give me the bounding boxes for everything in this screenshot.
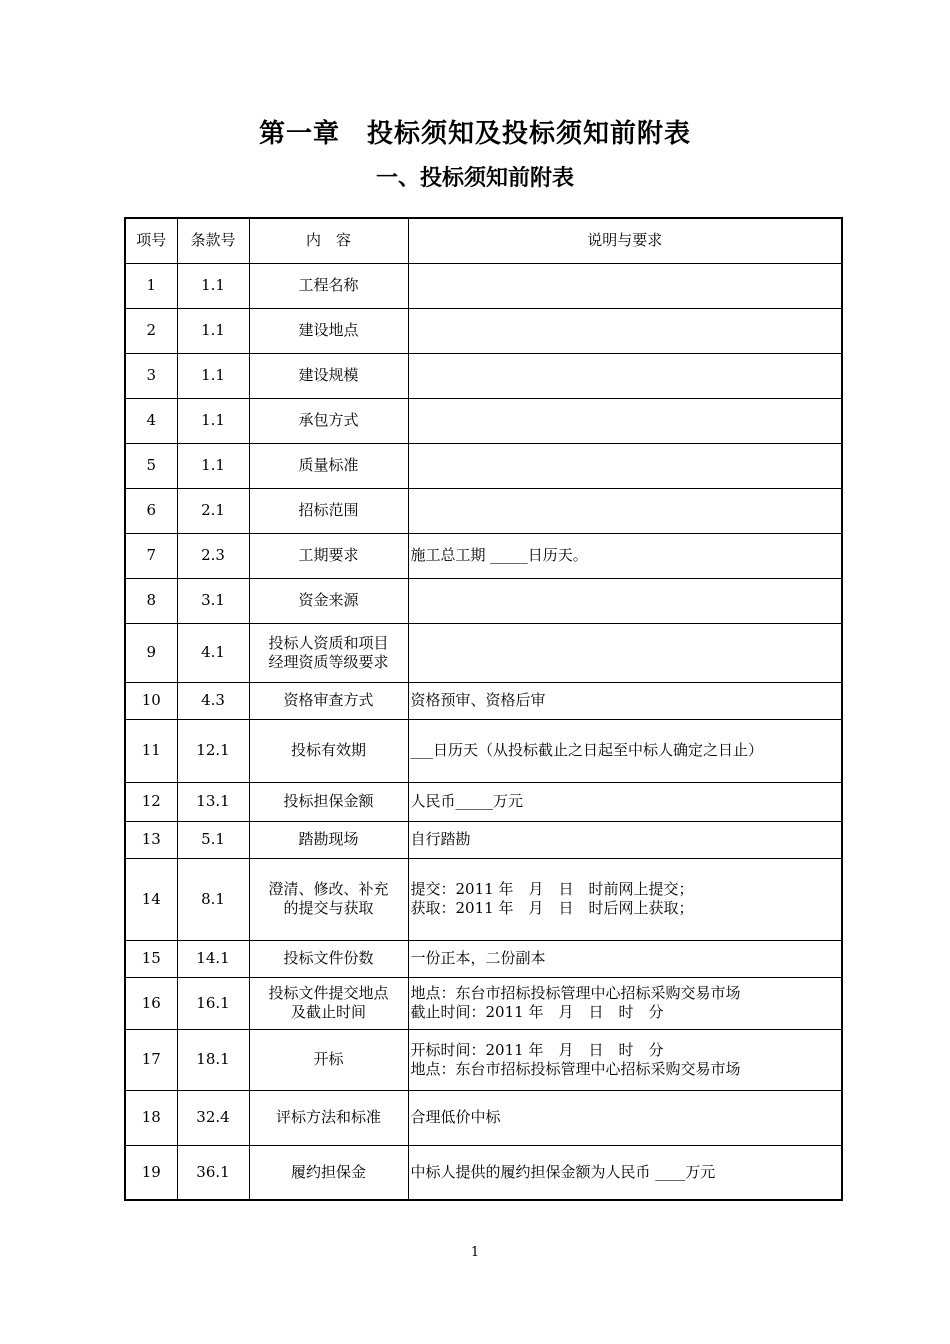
description-cell — [408, 533, 842, 578]
content-line: 承包方式 — [298, 411, 359, 429]
content-line: 评标方法和标准 — [275, 1108, 381, 1126]
item-no-cell: 3 — [125, 353, 177, 398]
requirements-table — [124, 217, 843, 1201]
header-clause-no: 条款号 — [177, 218, 249, 263]
clause-no-cell: 2.3 — [177, 533, 249, 578]
item-no-cell: 9 — [125, 623, 177, 682]
description-line: 中标人提供的履约担保金额为人民币 ____万元 — [410, 1162, 716, 1181]
content-line: 投标担保金额 — [283, 792, 374, 810]
content-cell — [249, 533, 408, 578]
content-line: 的提交与获取 — [283, 899, 374, 917]
description-cell — [408, 1090, 842, 1145]
table-row — [125, 443, 842, 488]
content-cell — [249, 858, 408, 940]
description-line: 地点：东台市招标投标管理中心招标采购交易市场 — [410, 984, 741, 1002]
table-header-row — [125, 218, 842, 263]
content-cell — [249, 821, 408, 858]
description-cell — [408, 263, 842, 308]
description-cell — [408, 443, 842, 488]
clause-no-cell: 1.1 — [177, 398, 249, 443]
clause-no-cell: 5.1 — [177, 821, 249, 858]
description-cell — [408, 821, 842, 858]
description-line: 一份正本，二份副本 — [410, 949, 546, 967]
description-cell — [408, 353, 842, 398]
content-line: 澄清、修改、补充 — [268, 880, 389, 898]
item-no-cell: 16 — [125, 977, 177, 1029]
description-cell — [408, 578, 842, 623]
clause-no-cell: 1.1 — [177, 353, 249, 398]
clause-no-cell: 2.1 — [177, 488, 249, 533]
content-line: 工程名称 — [298, 276, 359, 294]
item-no-cell: 4 — [125, 398, 177, 443]
clause-no-cell: 12.1 — [177, 719, 249, 782]
item-no-cell: 17 — [125, 1029, 177, 1090]
content-line: 投标文件份数 — [283, 949, 374, 967]
content-cell — [249, 682, 408, 719]
content-line: 及截止时间 — [290, 1003, 366, 1021]
clause-no-cell: 13.1 — [177, 782, 249, 821]
table-row — [125, 940, 842, 977]
clause-no-cell: 1.1 — [177, 263, 249, 308]
item-no-cell: 7 — [125, 533, 177, 578]
clause-no-cell: 16.1 — [177, 977, 249, 1029]
content-line: 投标人资质和项目 — [268, 633, 389, 652]
content-line: 建设地点 — [298, 321, 359, 339]
content-cell — [249, 488, 408, 533]
clause-no-cell: 4.1 — [177, 623, 249, 682]
table-row — [125, 578, 842, 623]
clause-no-cell: 1.1 — [177, 443, 249, 488]
description-line: 合理低价中标 — [410, 1108, 501, 1126]
header-description: 说明与要求 — [408, 218, 842, 263]
clause-no-cell: 36.1 — [177, 1145, 249, 1200]
content-cell — [249, 977, 408, 1029]
clause-no-cell: 3.1 — [177, 578, 249, 623]
content-cell — [249, 578, 408, 623]
page-number: 1 — [470, 1245, 480, 1260]
item-no-cell: 1 — [125, 263, 177, 308]
description-cell — [408, 488, 842, 533]
table-row — [125, 398, 842, 443]
content-line: 建设规模 — [298, 366, 359, 384]
table-row — [125, 1145, 842, 1200]
description-cell — [408, 719, 842, 782]
description-line: 获取：2011 年 月 日 时后网上获取； — [410, 899, 694, 917]
content-line: 质量标准 — [298, 456, 359, 474]
item-no-cell: 15 — [125, 940, 177, 977]
description-line: 资格预审、资格后审 — [410, 691, 546, 709]
description-cell — [408, 977, 842, 1029]
header-content: 内 容 — [249, 218, 408, 263]
clause-no-cell: 1.1 — [177, 308, 249, 353]
table-row — [125, 719, 842, 782]
description-cell — [408, 623, 842, 682]
description-cell — [408, 940, 842, 977]
content-line: 投标有效期 — [290, 741, 366, 759]
content-line: 开标 — [313, 1050, 344, 1068]
content-cell — [249, 719, 408, 782]
content-line: 招标范围 — [298, 501, 359, 519]
description-line: 提交：2011 年 月 日 时前网上提交； — [410, 880, 694, 898]
clause-no-cell: 8.1 — [177, 858, 249, 940]
table-row — [125, 977, 842, 1029]
content-line: 资格审查方式 — [283, 691, 374, 709]
content-line: 踏勘现场 — [298, 830, 359, 848]
content-cell — [249, 263, 408, 308]
table-row — [125, 623, 842, 682]
content-cell — [249, 940, 408, 977]
item-no-cell: 14 — [125, 858, 177, 940]
description-line: ___日历天（从投标截止之日起至中标人确定之日止） — [410, 741, 764, 759]
table-row — [125, 1029, 842, 1090]
description-line: 自行踏勘 — [410, 830, 471, 848]
clause-no-cell: 32.4 — [177, 1090, 249, 1145]
content-cell — [249, 398, 408, 443]
item-no-cell: 12 — [125, 782, 177, 821]
table-row — [125, 263, 842, 308]
table-row — [125, 488, 842, 533]
item-no-cell: 13 — [125, 821, 177, 858]
table-row — [125, 353, 842, 398]
description-cell — [408, 1029, 842, 1090]
description-line: 开标时间：2011 年 月 日 时 分 — [410, 1040, 664, 1059]
content-cell — [249, 443, 408, 488]
item-no-cell: 11 — [125, 719, 177, 782]
content-cell — [249, 353, 408, 398]
content-cell — [249, 1029, 408, 1090]
content-line: 履约担保金 — [290, 1162, 366, 1181]
item-no-cell: 6 — [125, 488, 177, 533]
content-line: 资金来源 — [298, 591, 359, 609]
content-line: 工期要求 — [298, 546, 359, 564]
content-cell — [249, 782, 408, 821]
table-row — [125, 821, 842, 858]
description-line: 地点：东台市招标投标管理中心招标采购交易市场 — [410, 1059, 741, 1078]
item-no-cell: 18 — [125, 1090, 177, 1145]
description-cell — [408, 858, 842, 940]
item-no-cell: 2 — [125, 308, 177, 353]
content-cell — [249, 1090, 408, 1145]
content-line: 投标文件提交地点 — [268, 984, 389, 1002]
content-cell — [249, 623, 408, 682]
description-cell — [408, 398, 842, 443]
description-cell — [408, 782, 842, 821]
content-line: 经理资质等级要求 — [268, 652, 389, 671]
item-no-cell: 8 — [125, 578, 177, 623]
clause-no-cell: 18.1 — [177, 1029, 249, 1090]
item-no-cell: 10 — [125, 682, 177, 719]
clause-no-cell: 14.1 — [177, 940, 249, 977]
item-no-cell: 19 — [125, 1145, 177, 1200]
description-cell — [408, 308, 842, 353]
description-line: 截止时间：2011 年 月 日 时 分 — [410, 1003, 664, 1021]
table-row — [125, 308, 842, 353]
description-line: 人民币_____万元 — [410, 792, 524, 810]
clause-no-cell: 4.3 — [177, 682, 249, 719]
description-line: 施工总工期 _____日历天。 — [410, 546, 588, 564]
section-title: 一、投标须知前附表 — [375, 166, 574, 191]
item-no-cell: 5 — [125, 443, 177, 488]
description-cell — [408, 682, 842, 719]
content-cell — [249, 1145, 408, 1200]
header-item-no: 项号 — [125, 218, 177, 263]
table-row — [125, 782, 842, 821]
content-cell — [249, 308, 408, 353]
table-row — [125, 858, 842, 940]
table-row — [125, 533, 842, 578]
description-cell — [408, 1145, 842, 1200]
chapter-title: 第一章 投标须知及投标须知前附表 — [258, 119, 691, 149]
table-row — [125, 682, 842, 719]
table-row — [125, 1090, 842, 1145]
